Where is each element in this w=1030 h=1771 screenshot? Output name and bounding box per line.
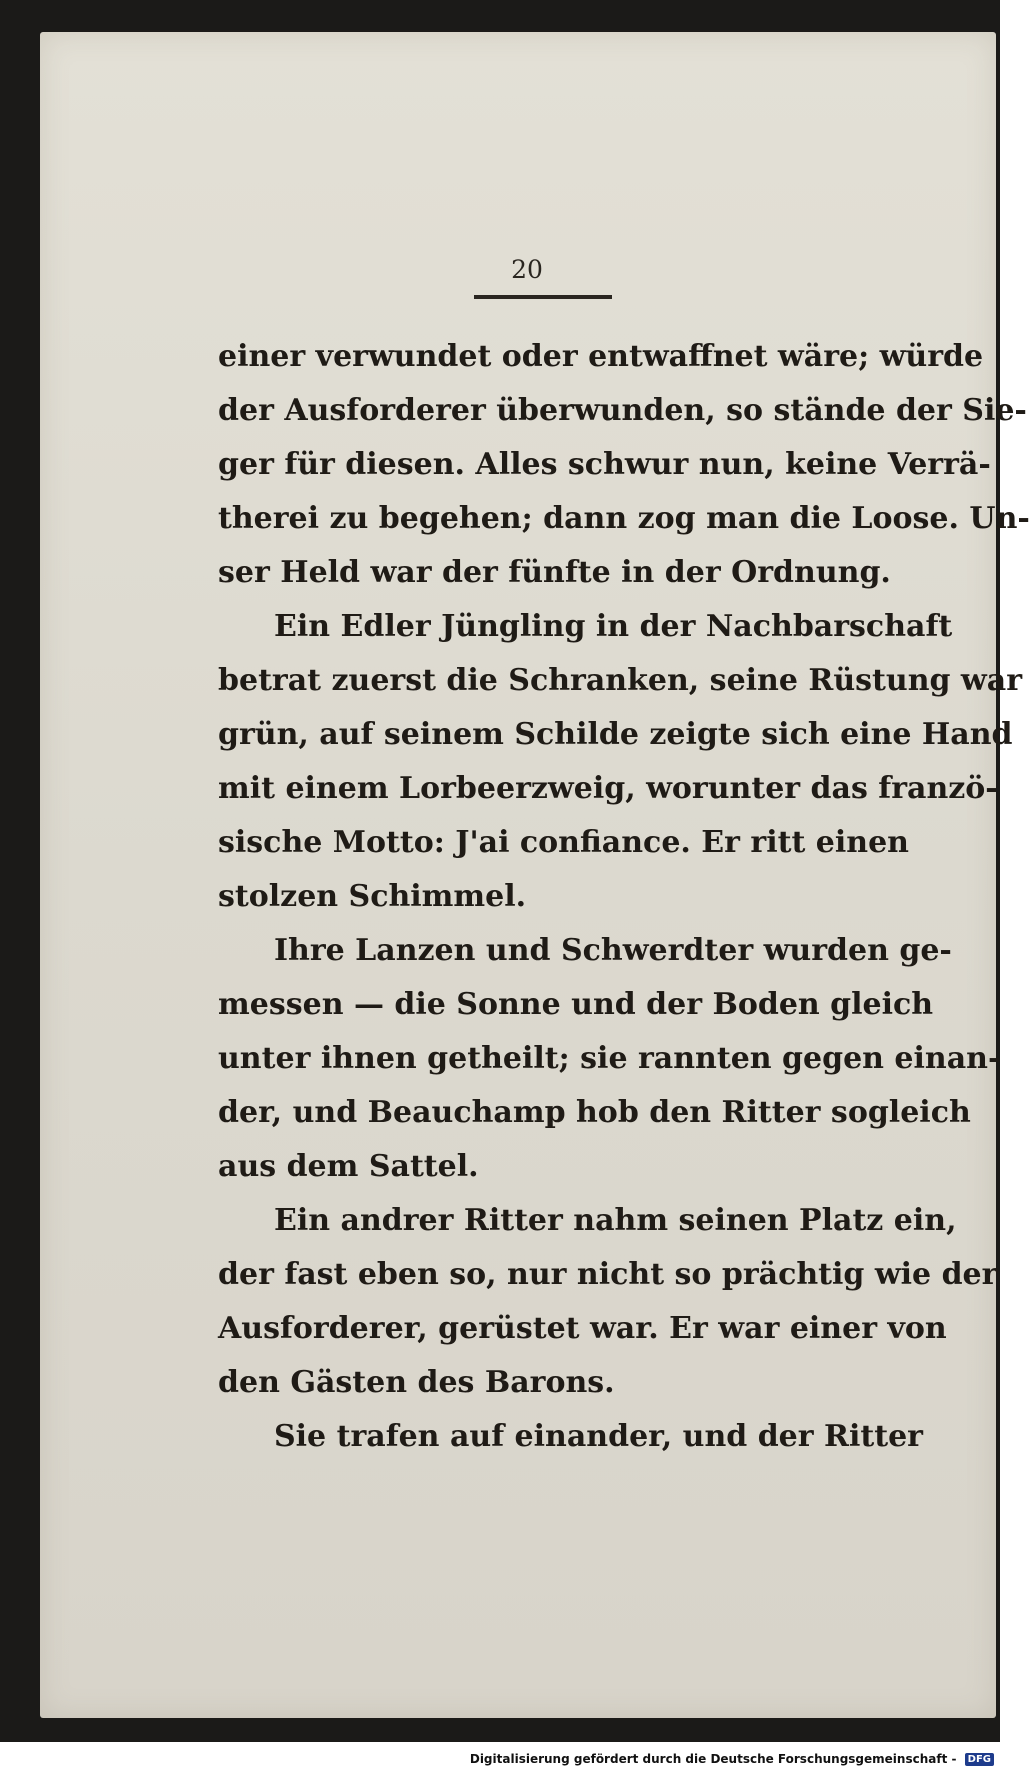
text-line: ser Held war der fünfte in der Ordnung. (218, 555, 891, 590)
page-number-rule (474, 295, 612, 299)
text-line: Ausforderer, gerüstet war. Er war einer von (218, 1311, 947, 1346)
text-line: grün, auf seinem Schilde zeigte sich eine Hand (218, 717, 1013, 752)
text-line: der fast eben so, nur nicht so prächtig wie der (218, 1257, 998, 1292)
text-line: den Gästen des Barons. (218, 1365, 615, 1400)
digitization-credit (470, 1752, 994, 1766)
text-line: unter ihnen getheilt; sie rannten gegen einan- (218, 1041, 1001, 1076)
text-line: aus dem Sattel. (218, 1149, 479, 1184)
text-line: stolzen Schimmel. (218, 879, 527, 914)
text-line: therei zu begehen; dann zog man die Loose. Un- (218, 501, 1030, 536)
text-line: der Ausforderer überwunden, so stände der Sie- (218, 393, 1027, 428)
dfg-logo: DFG (965, 1753, 994, 1766)
text-line: Ein andrer Ritter nahm seinen Platz ein, (274, 1203, 957, 1238)
text-line: Ein Edler Jüngling in der Nachbarschaft (274, 609, 953, 644)
text-line: messen — die Sonne und der Boden gleich (218, 987, 934, 1022)
text-line: einer verwundet oder entwaffnet wäre; würde (218, 339, 984, 374)
text-line: sische Motto: J'ai confiance. Er ritt einen (218, 825, 909, 860)
text-line: Ihre Lanzen und Schwerdter wurden ge- (274, 933, 952, 968)
credit-text: Digitalisierung gefördert durch die Deutsche Forschungsgemeinschaft - (469, 1752, 957, 1766)
text-line: ger für diesen. Alles schwur nun, keine Verrä- (218, 447, 991, 482)
text-line: der, und Beauchamp hob den Ritter sogleich (218, 1095, 971, 1130)
text-line: betrat zuerst die Schranken, seine Rüstung war (218, 663, 1022, 698)
page-number: 20 (511, 255, 543, 284)
text-line: Sie trafen auf einander, und der Ritter (274, 1419, 923, 1454)
page-text (218, 330, 1030, 1464)
text-line: mit einem Lorbeerzweig, worunter das franzö- (218, 771, 998, 806)
